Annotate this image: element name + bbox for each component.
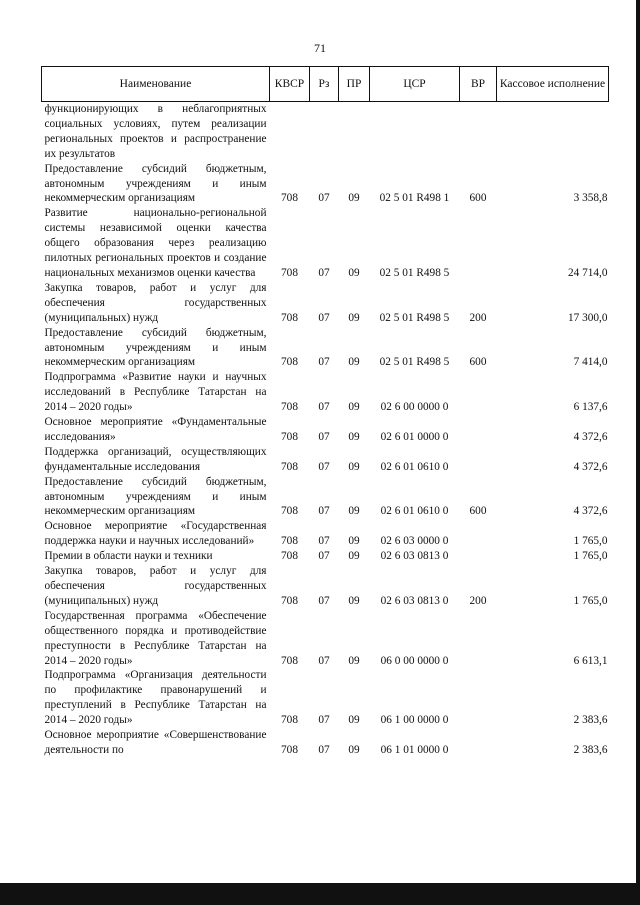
row-rz: 07 bbox=[318, 356, 330, 369]
row-pr bbox=[339, 102, 370, 162]
table-row bbox=[42, 162, 609, 207]
row-sum: 1 765,0 bbox=[573, 550, 608, 563]
row-kvsr: 708 bbox=[281, 311, 298, 324]
row-kvsr: 708 bbox=[281, 460, 298, 473]
row-pr: 09 bbox=[348, 430, 360, 443]
table-row bbox=[42, 475, 609, 520]
table-row bbox=[42, 668, 609, 728]
table-row bbox=[42, 415, 609, 445]
row-pr: 09 bbox=[348, 266, 360, 279]
row-csr: 02 5 01 R498 5 bbox=[379, 311, 450, 324]
row-pr: 09 bbox=[348, 550, 360, 563]
table-row bbox=[42, 281, 609, 326]
row-kvsr: 708 bbox=[281, 654, 298, 667]
row-pr: 09 bbox=[348, 743, 360, 756]
row-vr bbox=[460, 549, 497, 564]
row-pr: 09 bbox=[348, 356, 360, 369]
row-pr: 09 bbox=[348, 654, 360, 667]
row-csr: 02 6 00 0000 0 bbox=[380, 401, 449, 414]
row-rz: 07 bbox=[318, 266, 330, 279]
row-rz: 07 bbox=[318, 430, 330, 443]
row-kvsr: 708 bbox=[281, 266, 298, 279]
row-name: Основное мероприятие «Государственная поддержка науки и научных исследований» bbox=[44, 520, 267, 548]
row-pr: 09 bbox=[348, 311, 360, 324]
row-name: Закупка товаров, работ и услуг для обеспечения государственных (муниципальных) нужд bbox=[44, 565, 267, 607]
row-vr: 600 bbox=[469, 356, 487, 369]
row-sum: 3 358,8 bbox=[573, 192, 608, 205]
header-sum: Кассовое исполнение bbox=[497, 67, 609, 102]
row-pr: 09 bbox=[348, 401, 360, 414]
row-pr: 09 bbox=[348, 714, 360, 727]
table-header-row bbox=[42, 67, 609, 102]
row-rz: 07 bbox=[318, 192, 330, 205]
header-name: Наименование bbox=[42, 67, 270, 102]
row-name: Закупка товаров, работ и услуг для обеспечения государственных (муниципальных) нужд bbox=[44, 281, 267, 324]
row-vr bbox=[460, 206, 497, 281]
table-row bbox=[42, 102, 609, 162]
row-kvsr: 708 bbox=[281, 192, 298, 205]
row-pr: 09 bbox=[348, 594, 360, 607]
row-vr bbox=[460, 519, 497, 549]
row-vr: 600 bbox=[469, 192, 487, 205]
row-csr: 02 6 03 0000 0 bbox=[380, 535, 449, 548]
row-csr: 06 1 01 0000 0 bbox=[380, 743, 449, 756]
table-row bbox=[42, 206, 609, 281]
scan-bottom-bar bbox=[0, 883, 640, 905]
row-rz: 07 bbox=[318, 654, 330, 667]
scan-edge bbox=[636, 0, 640, 905]
row-kvsr bbox=[270, 102, 310, 162]
header-kvsr: КВСР bbox=[270, 67, 310, 102]
row-sum: 24 714,0 bbox=[567, 266, 608, 279]
row-name: Предоставление субсидий бюджетным, автономным учреждениям и иным некоммерческим организациям bbox=[44, 162, 267, 205]
row-csr: 02 6 03 0813 0 bbox=[380, 594, 449, 607]
row-name: Развитие национально-региональной системы независимой оценки качества общего образования через реализацию пилотных региональных проектов и создание национальных механизмов оценки качества bbox=[44, 207, 267, 279]
row-vr bbox=[460, 728, 497, 758]
table-row bbox=[42, 326, 609, 371]
row-sum: 7 414,0 bbox=[573, 356, 608, 369]
row-sum bbox=[497, 102, 609, 162]
row-csr: 02 5 01 R498 5 bbox=[379, 266, 450, 279]
row-kvsr: 708 bbox=[281, 356, 298, 369]
header-pr: ПР bbox=[339, 67, 370, 102]
row-vr bbox=[460, 102, 497, 162]
row-vr bbox=[460, 668, 497, 728]
row-csr: 02 5 01 R498 5 bbox=[379, 356, 450, 369]
row-name: Предоставление субсидий бюджетным, автономным учреждениям и иным некоммерческим организациям bbox=[44, 326, 267, 369]
row-vr bbox=[460, 445, 497, 475]
budget-execution-table bbox=[41, 66, 609, 758]
row-name: Поддержка организаций, осуществляющих фундаментальные исследования bbox=[44, 445, 267, 473]
row-pr: 09 bbox=[348, 460, 360, 473]
row-kvsr: 708 bbox=[281, 401, 298, 414]
table-row bbox=[42, 564, 609, 609]
row-csr bbox=[370, 102, 460, 162]
row-sum: 1 765,0 bbox=[573, 535, 608, 548]
row-name: Подпрограмма «Организация деятельности по профилактике правонарушений и преступлений в Республике Татарстан на 2014 – 2020 годы» bbox=[44, 669, 267, 727]
row-name: функционирующих в неблагоприятных социальных условиях, путем реализации региональных проектов и распространение их результатов bbox=[44, 103, 267, 160]
table-row bbox=[42, 370, 609, 415]
row-rz: 07 bbox=[318, 505, 330, 518]
row-rz: 07 bbox=[318, 550, 330, 563]
row-sum: 1 765,0 bbox=[573, 594, 608, 607]
header-rz: Рз bbox=[310, 67, 339, 102]
row-rz: 07 bbox=[318, 535, 330, 548]
row-csr: 02 6 03 0813 0 bbox=[380, 550, 449, 563]
row-kvsr: 708 bbox=[281, 535, 298, 548]
row-kvsr: 708 bbox=[281, 594, 298, 607]
row-name: Премии в области науки и техники bbox=[44, 550, 213, 563]
row-sum: 4 372,6 bbox=[573, 505, 608, 518]
row-rz: 07 bbox=[318, 743, 330, 756]
row-kvsr: 708 bbox=[281, 505, 298, 518]
row-sum: 6 137,6 bbox=[573, 401, 608, 414]
row-rz: 07 bbox=[318, 594, 330, 607]
row-sum: 4 372,6 bbox=[573, 460, 608, 473]
row-sum: 2 383,6 bbox=[573, 714, 608, 727]
table-row bbox=[42, 519, 609, 549]
row-rz: 07 bbox=[318, 311, 330, 324]
row-csr: 06 0 00 0000 0 bbox=[380, 654, 449, 667]
row-vr: 200 bbox=[469, 594, 487, 607]
row-vr: 200 bbox=[469, 311, 487, 324]
row-vr bbox=[460, 415, 497, 445]
row-kvsr: 708 bbox=[281, 714, 298, 727]
row-sum: 17 300,0 bbox=[567, 311, 608, 324]
row-rz: 07 bbox=[318, 401, 330, 414]
table-row bbox=[42, 609, 609, 669]
row-kvsr: 708 bbox=[281, 550, 298, 563]
row-csr: 02 6 01 0610 0 bbox=[380, 505, 449, 518]
row-csr: 02 6 01 0610 0 bbox=[380, 460, 449, 473]
header-csr: ЦСР bbox=[370, 67, 460, 102]
row-sum: 2 383,6 bbox=[573, 743, 608, 756]
row-rz: 07 bbox=[318, 460, 330, 473]
row-kvsr: 708 bbox=[281, 430, 298, 443]
table-row bbox=[42, 445, 609, 475]
row-name: Подпрограмма «Развитие науки и научных исследований в Республике Татарстан на 2014 – 2020 годы» bbox=[44, 371, 267, 414]
row-csr: 02 5 01 R498 1 bbox=[379, 192, 450, 205]
row-name: Основное мероприятие «Совершенствование деятельности по bbox=[44, 729, 267, 756]
row-sum: 4 372,6 bbox=[573, 430, 608, 443]
table-row bbox=[42, 549, 609, 564]
header-vr: ВР bbox=[460, 67, 497, 102]
row-pr: 09 bbox=[348, 505, 360, 518]
row-vr bbox=[460, 370, 497, 415]
row-rz: 07 bbox=[318, 714, 330, 727]
row-kvsr: 708 bbox=[281, 743, 298, 756]
row-name: Государственная программа «Обеспечение общественного порядка и противодействие преступности в Республике Татарстан на 2014 – 2020 годы» bbox=[44, 609, 267, 667]
row-sum: 6 613,1 bbox=[573, 654, 608, 667]
row-pr: 09 bbox=[348, 535, 360, 548]
row-vr bbox=[460, 609, 497, 669]
page-number: 71 bbox=[314, 41, 326, 55]
row-pr: 09 bbox=[348, 192, 360, 205]
row-csr: 06 1 00 0000 0 bbox=[380, 714, 449, 727]
table-row bbox=[42, 728, 609, 758]
row-name: Основное мероприятие «Фундаментальные исследования» bbox=[44, 416, 267, 443]
row-csr: 02 6 01 0000 0 bbox=[380, 430, 449, 443]
row-vr: 600 bbox=[469, 505, 487, 518]
row-name: Предоставление субсидий бюджетным, автономным учреждениям и иным некоммерческим организациям bbox=[44, 475, 267, 518]
row-rz bbox=[310, 102, 339, 162]
